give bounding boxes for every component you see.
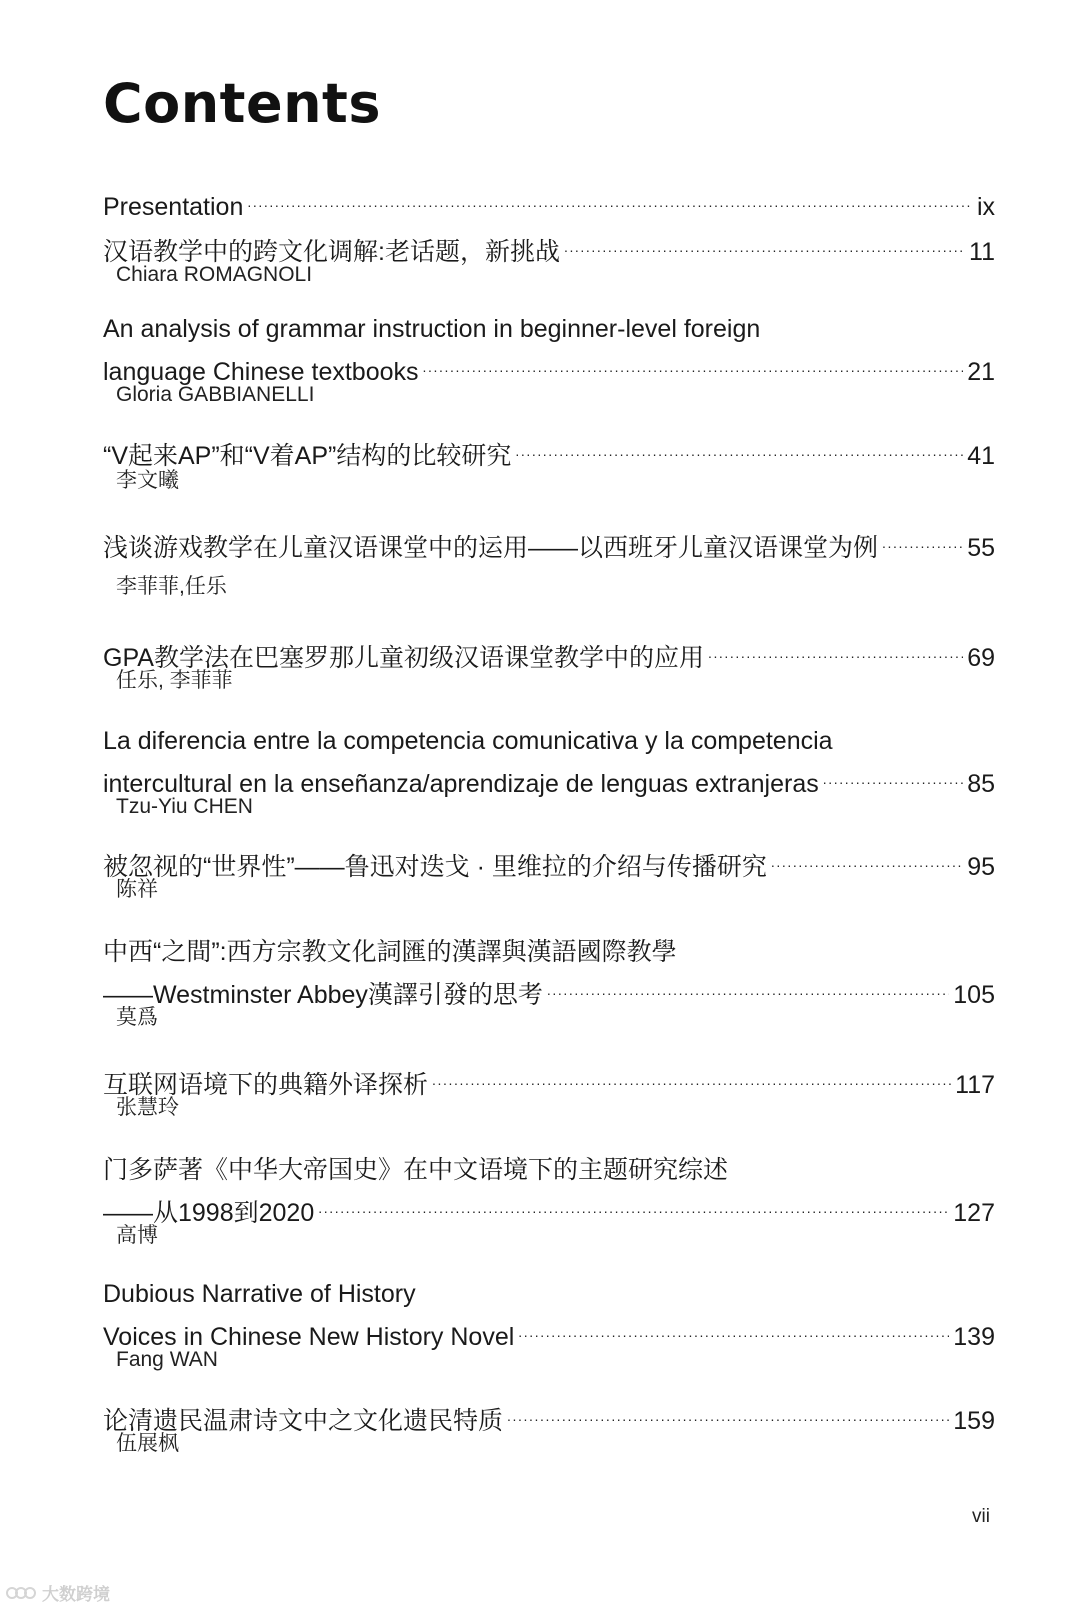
dot-leader <box>247 181 973 215</box>
toc-entry-author: Tzu-Yiu CHEN <box>116 795 253 818</box>
toc-entry-author: 张慧玲 <box>116 1096 179 1119</box>
toc-entry-author: 高博 <box>116 1224 158 1247</box>
toc-entry-title: language Chinese textbooks <box>103 358 419 386</box>
toc-entry-title: intercultural en la enseñanza/aprendizaje de lenguas extranjeras <box>103 770 819 798</box>
dot-leader <box>518 1311 949 1345</box>
toc-entry-title: ——从1998到2020 <box>103 1199 315 1227</box>
toc-entry-page-number: 139 <box>953 1323 995 1351</box>
toc-entry-title-line <box>103 430 995 470</box>
toc-entry-title: 门多萨著《中华大帝国史》在中文语境下的主题研究综述 <box>103 1156 729 1184</box>
toc-entry-title: An analysis of grammar instruction in beginner-level foreign <box>103 315 761 343</box>
dot-leader <box>708 632 963 666</box>
dot-leader <box>882 522 963 556</box>
toc-entry-title-line <box>103 1153 995 1187</box>
toc-entry[interactable] <box>103 724 995 822</box>
toc-entry-title: La diferencia entre la competencia comunicativa y la competencia <box>103 727 833 755</box>
toc-entry-title-line <box>103 632 995 672</box>
page-number: vii <box>972 1506 990 1527</box>
toc-entry[interactable] <box>103 312 995 410</box>
toc-entry-author: 李文曦 <box>116 469 179 492</box>
toc-entry-title: “V起来AP”和“V着AP”结构的比较研究 <box>103 442 512 470</box>
toc-entry-title-line <box>103 758 995 798</box>
toc-entry[interactable] <box>103 632 995 696</box>
toc-entry-title-line <box>103 181 995 221</box>
toc-entry-title: 汉语教学中的跨文化调解:老话题，新挑战 <box>103 238 560 266</box>
dot-leader <box>432 1059 951 1093</box>
toc-entry-title: 中西“之間”:西方宗教文化詞匯的漢譯與漢語國際教學 <box>103 938 677 966</box>
toc-entry-title-line <box>103 724 995 758</box>
toc-entry-author: Gloria GABBIANELLI <box>116 383 315 406</box>
toc-entry-page-number: 21 <box>967 358 995 386</box>
dot-leader <box>515 430 963 464</box>
dot-leader <box>423 346 964 380</box>
watermark-text: 大数跨境 <box>42 1585 110 1605</box>
toc-entry-page-number: 41 <box>967 442 995 470</box>
toc-entry-title: 浅谈游戏教学在儿童汉语课堂中的运用——以西班牙儿童汉语课堂为例 <box>103 534 879 562</box>
toc-entry[interactable] <box>103 430 995 496</box>
toc-entry-title-line <box>103 522 995 562</box>
toc-entry-page-number: 69 <box>967 644 995 672</box>
page-title: Contents <box>103 72 382 135</box>
toc-entry-title-line <box>103 226 995 266</box>
toc-entry-author: 伍展枫 <box>116 1432 179 1455</box>
toc-entry-page-number: 105 <box>953 981 995 1009</box>
toc-entry-title-line <box>103 935 995 969</box>
toc-entry-title-line <box>103 841 995 881</box>
toc-entry-title-line <box>103 969 995 1009</box>
toc-entry-title: 被忽视的“世界性”——鲁迅对迭戈 · 里维拉的介绍与传播研究 <box>103 853 767 881</box>
toc-entry-page-number: 127 <box>953 1199 995 1227</box>
toc-entry-title-line <box>103 1277 995 1311</box>
toc-entry-page-number: 117 <box>955 1071 995 1099</box>
toc-entry-title-line <box>103 1187 995 1227</box>
toc-entry-title: ——Westminster Abbey漢譯引發的思考 <box>103 981 543 1009</box>
toc-entry[interactable] <box>103 1153 995 1251</box>
toc-entry-title: 论清遗民温肃诗文中之文化遗民特质 <box>103 1407 504 1435</box>
dot-leader <box>771 841 963 875</box>
toc-entry[interactable] <box>103 1395 995 1459</box>
dot-leader <box>547 969 949 1003</box>
toc-entry-author: Fang WAN <box>116 1348 218 1371</box>
watermark <box>6 1580 110 1605</box>
toc-entry-author: 莫爲 <box>116 1006 158 1029</box>
toc-entry-title-line <box>103 346 995 386</box>
toc-entry-page-number: 85 <box>967 770 995 798</box>
toc-entry-author: 李菲菲,任乐 <box>116 575 227 598</box>
toc-entry[interactable] <box>103 522 995 602</box>
toc-entry-title-line <box>103 1059 995 1099</box>
toc-entry-title: Voices in Chinese New History Novel <box>103 1323 515 1351</box>
watermark-logo-icon <box>6 1584 36 1602</box>
toc-entry-page-number: 159 <box>953 1407 995 1435</box>
toc-entry[interactable] <box>103 181 995 221</box>
toc-entry-title-line <box>103 1311 995 1351</box>
dot-leader <box>507 1395 949 1429</box>
toc-entry-page-number: 55 <box>967 534 995 562</box>
toc-entry[interactable] <box>103 1059 995 1123</box>
toc-entry-title-line <box>103 312 995 346</box>
toc-entry-author: Chiara ROMAGNOLI <box>116 263 313 286</box>
toc-entry-title: GPA教学法在巴塞罗那儿童初级汉语课堂教学中的应用 <box>103 644 704 672</box>
toc-entry-page-number: 11 <box>969 238 995 266</box>
toc-entry-page-number: ix <box>976 193 995 221</box>
dot-leader <box>564 226 965 260</box>
toc-entry-author: 任乐, 李菲菲 <box>116 669 233 692</box>
toc-entry-title: Presentation <box>103 193 244 221</box>
toc-entry-author: 陈祥 <box>116 878 158 901</box>
toc-entry[interactable] <box>103 841 995 905</box>
dot-leader <box>318 1187 949 1221</box>
dot-leader <box>823 758 963 792</box>
toc-entry-page-number: 95 <box>967 853 995 881</box>
toc-entry-title: Dubious Narrative of History <box>103 1280 416 1308</box>
toc-entry-title-line <box>103 1395 995 1435</box>
toc-entry-title: 互联网语境下的典籍外译探析 <box>103 1071 429 1099</box>
toc-entry[interactable] <box>103 935 995 1033</box>
toc-entry[interactable] <box>103 226 995 290</box>
toc-entry[interactable] <box>103 1277 995 1375</box>
